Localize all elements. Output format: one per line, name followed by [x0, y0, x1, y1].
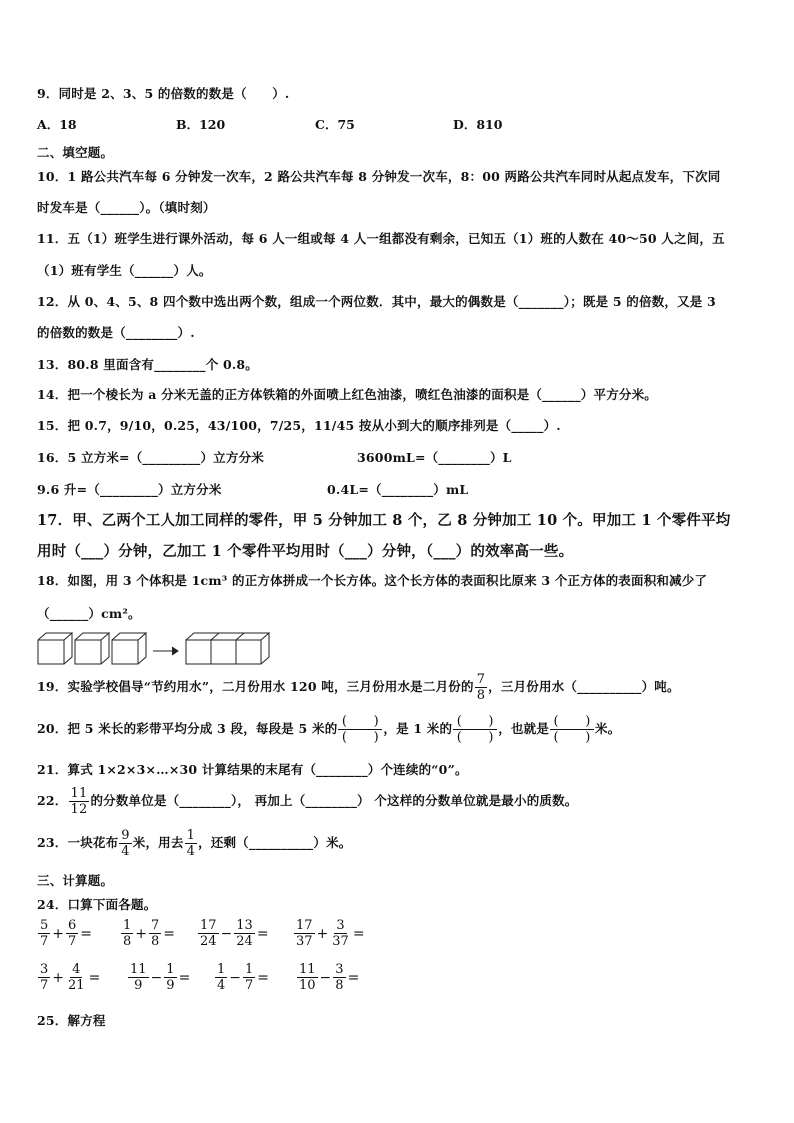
cuboid	[186, 633, 269, 664]
q12-line2: 的倍数的数是（________）.	[37, 325, 195, 340]
q9-option-d: D．810	[453, 117, 503, 132]
q20-pre: 20．把 5 米长的彩带平均分成 3 段，每段是 5 米的	[37, 721, 338, 736]
q12-line1: 12．从 0、4、5、8 四个数中选出两个数，组成一个两位数．其中，最大的偶数是（_______）；既是 5 的倍数，又是 3	[37, 294, 716, 309]
calc-operator: +	[135, 925, 148, 942]
calc-fraction-b: $\frac{3}{37}$	[332, 918, 349, 949]
calc-item	[37, 962, 101, 993]
calc-equals: =	[88, 969, 101, 986]
calc-fraction-a: $\frac{11}{10}$	[299, 962, 316, 993]
q21-text: 21．算式 1×2×3×…×30 计算结果的末尾有（________）个连续的“0”。	[37, 762, 468, 777]
calc-fraction-a: $\frac{3}{7}$	[40, 962, 49, 993]
calc-operator: −	[150, 969, 163, 986]
calc-fraction-b: $\frac{7}{8}$	[151, 918, 160, 949]
q20-post: 米。	[595, 721, 621, 736]
q13-text: 13．80.8 里面含有________个 0.8。	[37, 357, 258, 372]
q20-blank-fraction-2: $\frac{( )}{( )}$	[453, 714, 497, 745]
calc-fraction-b: $\frac{3}{8}$	[335, 962, 344, 993]
q18-line1: 18．如图，用 3 个体积是 1cm³ 的正方体拼成一个长方体。这个长方体的表面积比原来 3 个正方体的表面积和减少了	[37, 573, 708, 588]
arrow-icon	[153, 647, 178, 655]
calc-operator: −	[319, 969, 332, 986]
q20-mid2: ，也就是	[498, 721, 550, 736]
q16-part-d: 0.4L=（________）mL	[327, 482, 469, 497]
calc-fraction-a: $\frac{1}{8}$	[123, 918, 132, 949]
calc-item	[197, 918, 270, 949]
q25-text: 25．解方程	[37, 1013, 106, 1028]
calc-equals: =	[163, 925, 176, 942]
q11-line1: 11．五（1）班学生进行课外活动，每 6 人一组或每 4 人一组都没有剩余，已知五（1）班的人数在 40～50 人之间，五	[37, 231, 725, 246]
q23-pre: 23．一块花布	[37, 835, 119, 850]
q23-fraction-1: $\frac{9}{4}$	[121, 828, 130, 859]
calc-equals: =	[347, 969, 360, 986]
calc-item	[127, 962, 191, 993]
calc-operator: −	[229, 969, 242, 986]
calc-equals: =	[352, 925, 365, 942]
calc-fraction-b: $\frac{1}{7}$	[245, 962, 254, 993]
calc-fraction-a: $\frac{11}{9}$	[130, 962, 147, 993]
calc-equals: =	[178, 969, 191, 986]
calc-operator: +	[52, 925, 65, 942]
calc-operator: −	[220, 925, 233, 942]
q22-pre: 22．	[37, 793, 68, 808]
cubes-figure	[37, 631, 277, 671]
section-fill-in-heading: 二、填空题。	[37, 145, 114, 160]
q23-post: ，还剩（__________）米。	[198, 835, 352, 850]
q17-line1: 17．甲、乙两个工人加工同样的零件，甲 5 分钟加工 8 个，乙 8 分钟加工 10 个。甲加工 1 个零件平均	[37, 512, 731, 529]
cube-3	[112, 633, 146, 664]
q22	[37, 786, 578, 817]
q10-line1: 10．1 路公共汽车每 6 分钟发一次车，2 路公共汽车每 8 分钟发一次车，8：00 两路公共汽车同时从起点发车，下次同	[37, 169, 721, 184]
calc-item	[37, 918, 93, 949]
calc-fraction-b: $\frac{4}{21}$	[68, 962, 85, 993]
calc-operator: +	[316, 925, 329, 942]
q16-part-a: 16．5 立方米=（_________）立方分米	[37, 450, 264, 465]
q19-fraction: $\frac{7}{8}$	[476, 672, 486, 703]
calc-fraction-a: $\frac{17}{24}$	[200, 918, 217, 949]
calc-fraction-a: $\frac{1}{4}$	[217, 962, 226, 993]
calc-item	[214, 962, 270, 993]
q9-option-c: C．75	[315, 117, 355, 132]
q14-text: 14．把一个棱长为 a 分米无盖的正方体铁箱的外面喷上红色油漆，喷红色油漆的面积是（______）平方分米。	[37, 387, 657, 402]
q16-part-c: 9.6 升=（_________）立方分米	[37, 482, 222, 497]
q20-blank-fraction-3: $\frac{( )}{( )}$	[550, 714, 594, 745]
q23-mid1: 米，用去	[132, 835, 184, 850]
q23-fraction-2: $\frac{1}{4}$	[186, 828, 196, 859]
q10-line2: 时发车是（______）。（填时刻）	[37, 200, 216, 215]
q19	[37, 672, 680, 703]
q9-option-b: B．120	[176, 117, 226, 132]
calc-item	[296, 962, 360, 993]
q17-line2: 用时（___）分钟，乙加工 1 个零件平均用时（___）分钟，（___）的效率高一些。	[37, 543, 574, 560]
calc-fraction-b: $\frac{13}{24}$	[236, 918, 253, 949]
q11-line2: （1）班有学生（______）人。	[37, 263, 212, 278]
q23	[37, 828, 351, 859]
calc-fraction-a: $\frac{17}{37}$	[296, 918, 313, 949]
q20	[37, 714, 620, 745]
calc-fraction-b: $\frac{6}{7}$	[68, 918, 77, 949]
q19-post: ，三月份用水（__________）吨。	[488, 679, 680, 694]
q22-post: 的分数单位是（________）， 再加上（________） 个这样的分数单位就是最小的质数。	[90, 793, 578, 808]
calc-equals: =	[256, 925, 269, 942]
section-calc-heading: 三、计算题。	[37, 873, 114, 888]
calc-equals: =	[80, 925, 93, 942]
calc-item	[293, 918, 366, 949]
q16-part-b: 3600mL=（________）L	[357, 450, 512, 465]
cube-1	[38, 633, 72, 664]
q20-blank-fraction-1: $\frac{( )}{( )}$	[338, 714, 382, 745]
q15-text: 15．把 0.7，9/10，0.25，43/100，7/25，11/45 按从小到大的顺序排列是（_____）.	[37, 418, 561, 433]
q24-title: 24．口算下面各题。	[37, 897, 157, 912]
calc-operator: +	[52, 969, 65, 986]
q20-mid1: ，是 1 米的	[383, 721, 453, 736]
q18-line2: （______）cm²。	[37, 606, 141, 621]
q9-text: 9．同时是 2、3、5 的倍数的数是（ ）.	[37, 86, 290, 101]
calc-fraction-b: $\frac{1}{9}$	[166, 962, 175, 993]
q22-fraction: $\frac{11}{12}$	[70, 786, 88, 817]
calc-item	[120, 918, 176, 949]
q19-pre: 19．实验学校倡导“节约用水”，二月份用水 120 吨，三月份用水是二月份的	[37, 679, 474, 694]
calc-fraction-a: $\frac{5}{7}$	[40, 918, 49, 949]
q9-option-a: A．18	[37, 117, 77, 132]
calc-equals: =	[257, 969, 270, 986]
cube-2	[75, 633, 109, 664]
